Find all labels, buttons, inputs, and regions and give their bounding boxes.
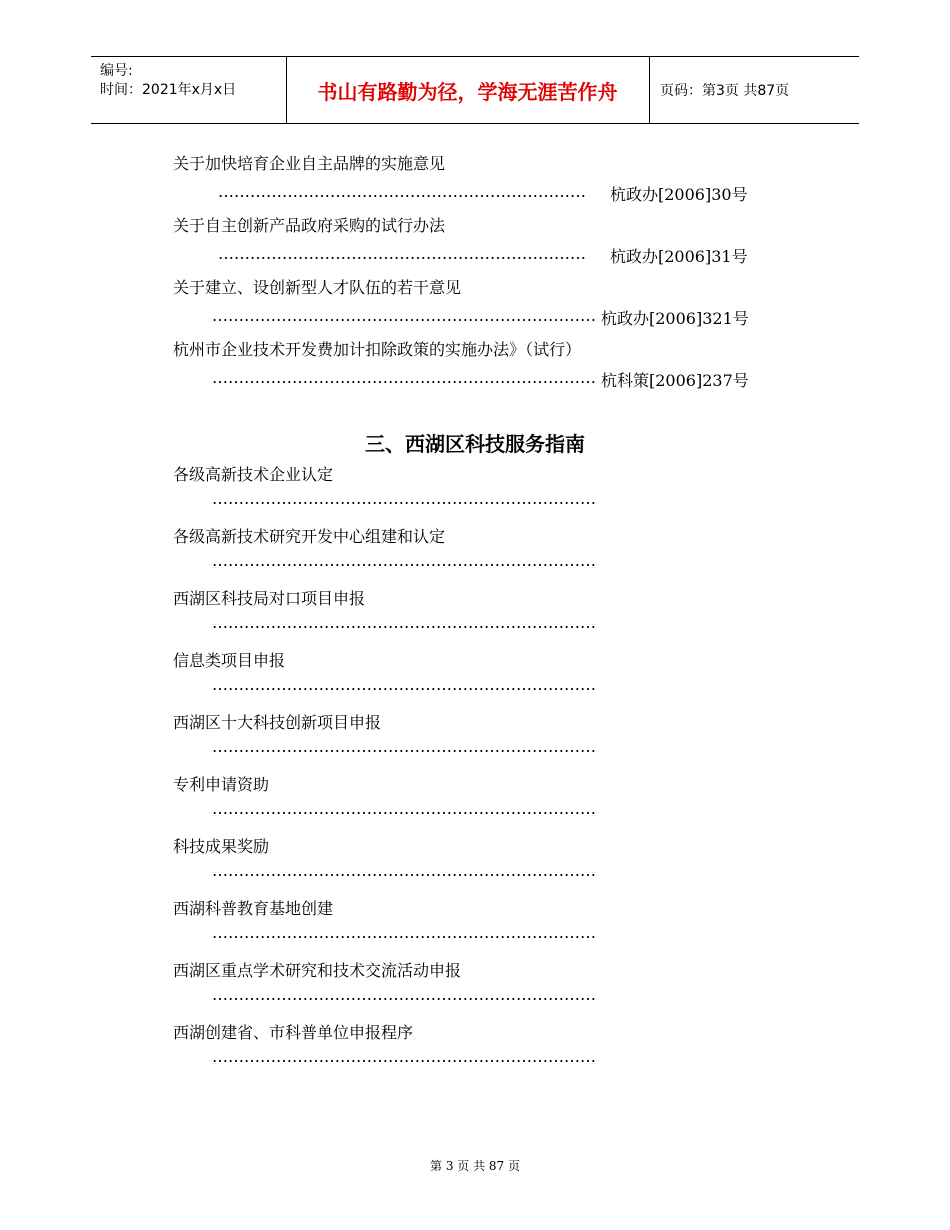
page-footer: 第 3 页 共 87 页 xyxy=(430,1159,520,1173)
guide-item-title[interactable]: 西湖区十大科技创新项目申报 xyxy=(173,713,382,732)
toc-entry-title[interactable]: 杭州市企业技术开发费加计扣除政策的实施办法》（试行） xyxy=(173,340,582,359)
header-motto: 书山有路勤为径，学海无涯苦作舟 xyxy=(317,79,618,104)
toc-leader-dots: ……………………………………………………………… xyxy=(212,799,596,818)
toc-leader-dots: …………………………………………………………… xyxy=(218,244,586,263)
guide-item-title[interactable]: 信息类项目申报 xyxy=(173,651,286,670)
toc-entry-title[interactable]: 关于建立、设创新型人才队伍的若干意见 xyxy=(173,278,462,297)
header-page-cell xyxy=(650,57,859,123)
guide-item-title[interactable]: 各级高新技术企业认定 xyxy=(173,465,334,484)
toc-leader-dots: ……………………………………………………………… xyxy=(212,368,596,387)
toc-leader-dots: ……………………………………………………………… xyxy=(212,489,596,508)
toc-entry-title[interactable]: 关于自主创新产品政府采购的试行办法 xyxy=(173,216,446,235)
toc-leader-dots: ……………………………………………………………… xyxy=(212,1047,596,1066)
document-number-label: 编号: xyxy=(100,63,133,79)
guide-item-title[interactable]: 西湖创建省、市科普单位申报程序 xyxy=(173,1023,414,1042)
document-time-label: 时间：2021年x月x日 xyxy=(100,82,237,98)
toc-leader-dots: ……………………………………………………………… xyxy=(212,985,596,1004)
header-motto-cell xyxy=(286,57,650,123)
toc-leader-dots: ……………………………………………………………… xyxy=(212,613,596,632)
section-title: 三、西湖区科技服务指南 xyxy=(365,432,585,456)
guide-item-title[interactable]: 专利申请资助 xyxy=(173,775,270,794)
toc-entry-reference: 杭政办[2006]321号 xyxy=(601,309,749,328)
toc-leader-dots: ……………………………………………………………… xyxy=(212,675,596,694)
guide-item-title[interactable]: 西湖区科技局对口项目申报 xyxy=(173,589,366,608)
toc-leader-dots: ……………………………………………………………… xyxy=(212,737,596,756)
page-header xyxy=(91,56,859,124)
header-left-cell xyxy=(91,57,287,123)
guide-item-title[interactable]: 科技成果奖励 xyxy=(173,837,270,856)
toc-entry-reference: 杭政办[2006]31号 xyxy=(610,247,748,266)
toc-entry-reference: 杭科策[2006]237号 xyxy=(601,371,749,390)
guide-item-title[interactable]: 各级高新技术研究开发中心组建和认定 xyxy=(173,527,446,546)
toc-leader-dots: ……………………………………………………………… xyxy=(212,551,596,570)
toc-leader-dots: …………………………………………………………… xyxy=(218,182,586,201)
toc-leader-dots: ……………………………………………………………… xyxy=(212,306,596,325)
guide-item-title[interactable]: 西湖科普教育基地创建 xyxy=(173,899,334,918)
toc-leader-dots: ……………………………………………………………… xyxy=(212,861,596,880)
toc-entry-reference: 杭政办[2006]30号 xyxy=(610,185,748,204)
header-page-number: 页码：第3页 共87页 xyxy=(660,83,790,99)
toc-leader-dots: ……………………………………………………………… xyxy=(212,923,596,942)
toc-entry-title[interactable]: 关于加快培育企业自主品牌的实施意见 xyxy=(173,154,446,173)
guide-item-title[interactable]: 西湖区重点学术研究和技术交流活动申报 xyxy=(173,961,462,980)
